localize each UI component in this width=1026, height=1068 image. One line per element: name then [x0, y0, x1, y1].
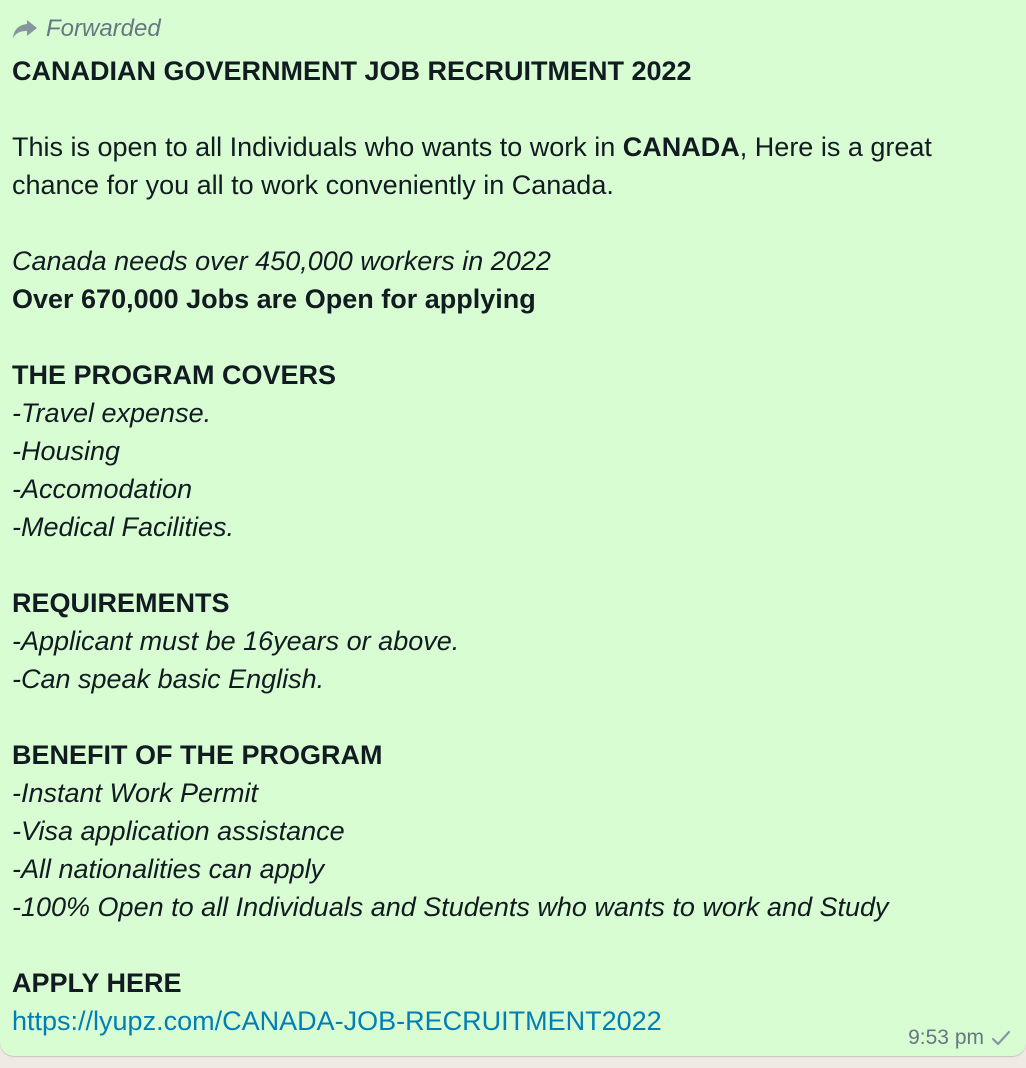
- message-title: CANADIAN GOVERNMENT JOB RECRUITMENT 2022: [12, 56, 692, 86]
- stat-line-bold: Over 670,000 Jobs are Open for applying: [12, 284, 536, 314]
- list-item: -Accomodation: [12, 474, 193, 504]
- stat-line-italic: Canada needs over 450,000 workers in 2022: [12, 246, 551, 276]
- message-body: [12, 52, 1018, 1040]
- program-covers-heading: THE PROGRAM COVERS: [12, 360, 337, 390]
- intro-paragraph: This is open to all Individuals who wants to work in CANADA, Here is a great chance for you all to work conveniently in Canada.: [12, 132, 932, 200]
- list-item: -Medical Facilities.: [12, 512, 235, 542]
- forwarded-label: Forwarded: [46, 15, 161, 42]
- forward-arrow-icon: [12, 19, 38, 39]
- list-item: -All nationalities can apply: [12, 854, 325, 884]
- message-time: 9:53 pm: [908, 1026, 984, 1049]
- single-check-icon: [990, 1029, 1012, 1047]
- list-item: -Travel expense.: [12, 398, 212, 428]
- list-item: -Can speak basic English.: [12, 664, 325, 694]
- apply-link[interactable]: https://lyupz.com/CANADA-JOB-RECRUITMENT2022: [12, 1006, 662, 1036]
- list-item: -Instant Work Permit: [12, 778, 259, 808]
- apply-heading: APPLY HERE: [12, 968, 182, 998]
- message-meta: [908, 1026, 1012, 1050]
- list-item: -Applicant must be 16years or above.: [12, 626, 460, 656]
- list-item: -Visa application assistance: [12, 816, 345, 846]
- requirements-heading: REQUIREMENTS: [12, 588, 230, 618]
- list-item: -100% Open to all Individuals and Students who wants to work and Study: [12, 892, 889, 922]
- benefits-heading: BENEFIT OF THE PROGRAM: [12, 740, 383, 770]
- forwarded-indicator: [12, 14, 161, 44]
- list-item: -Housing: [12, 436, 121, 466]
